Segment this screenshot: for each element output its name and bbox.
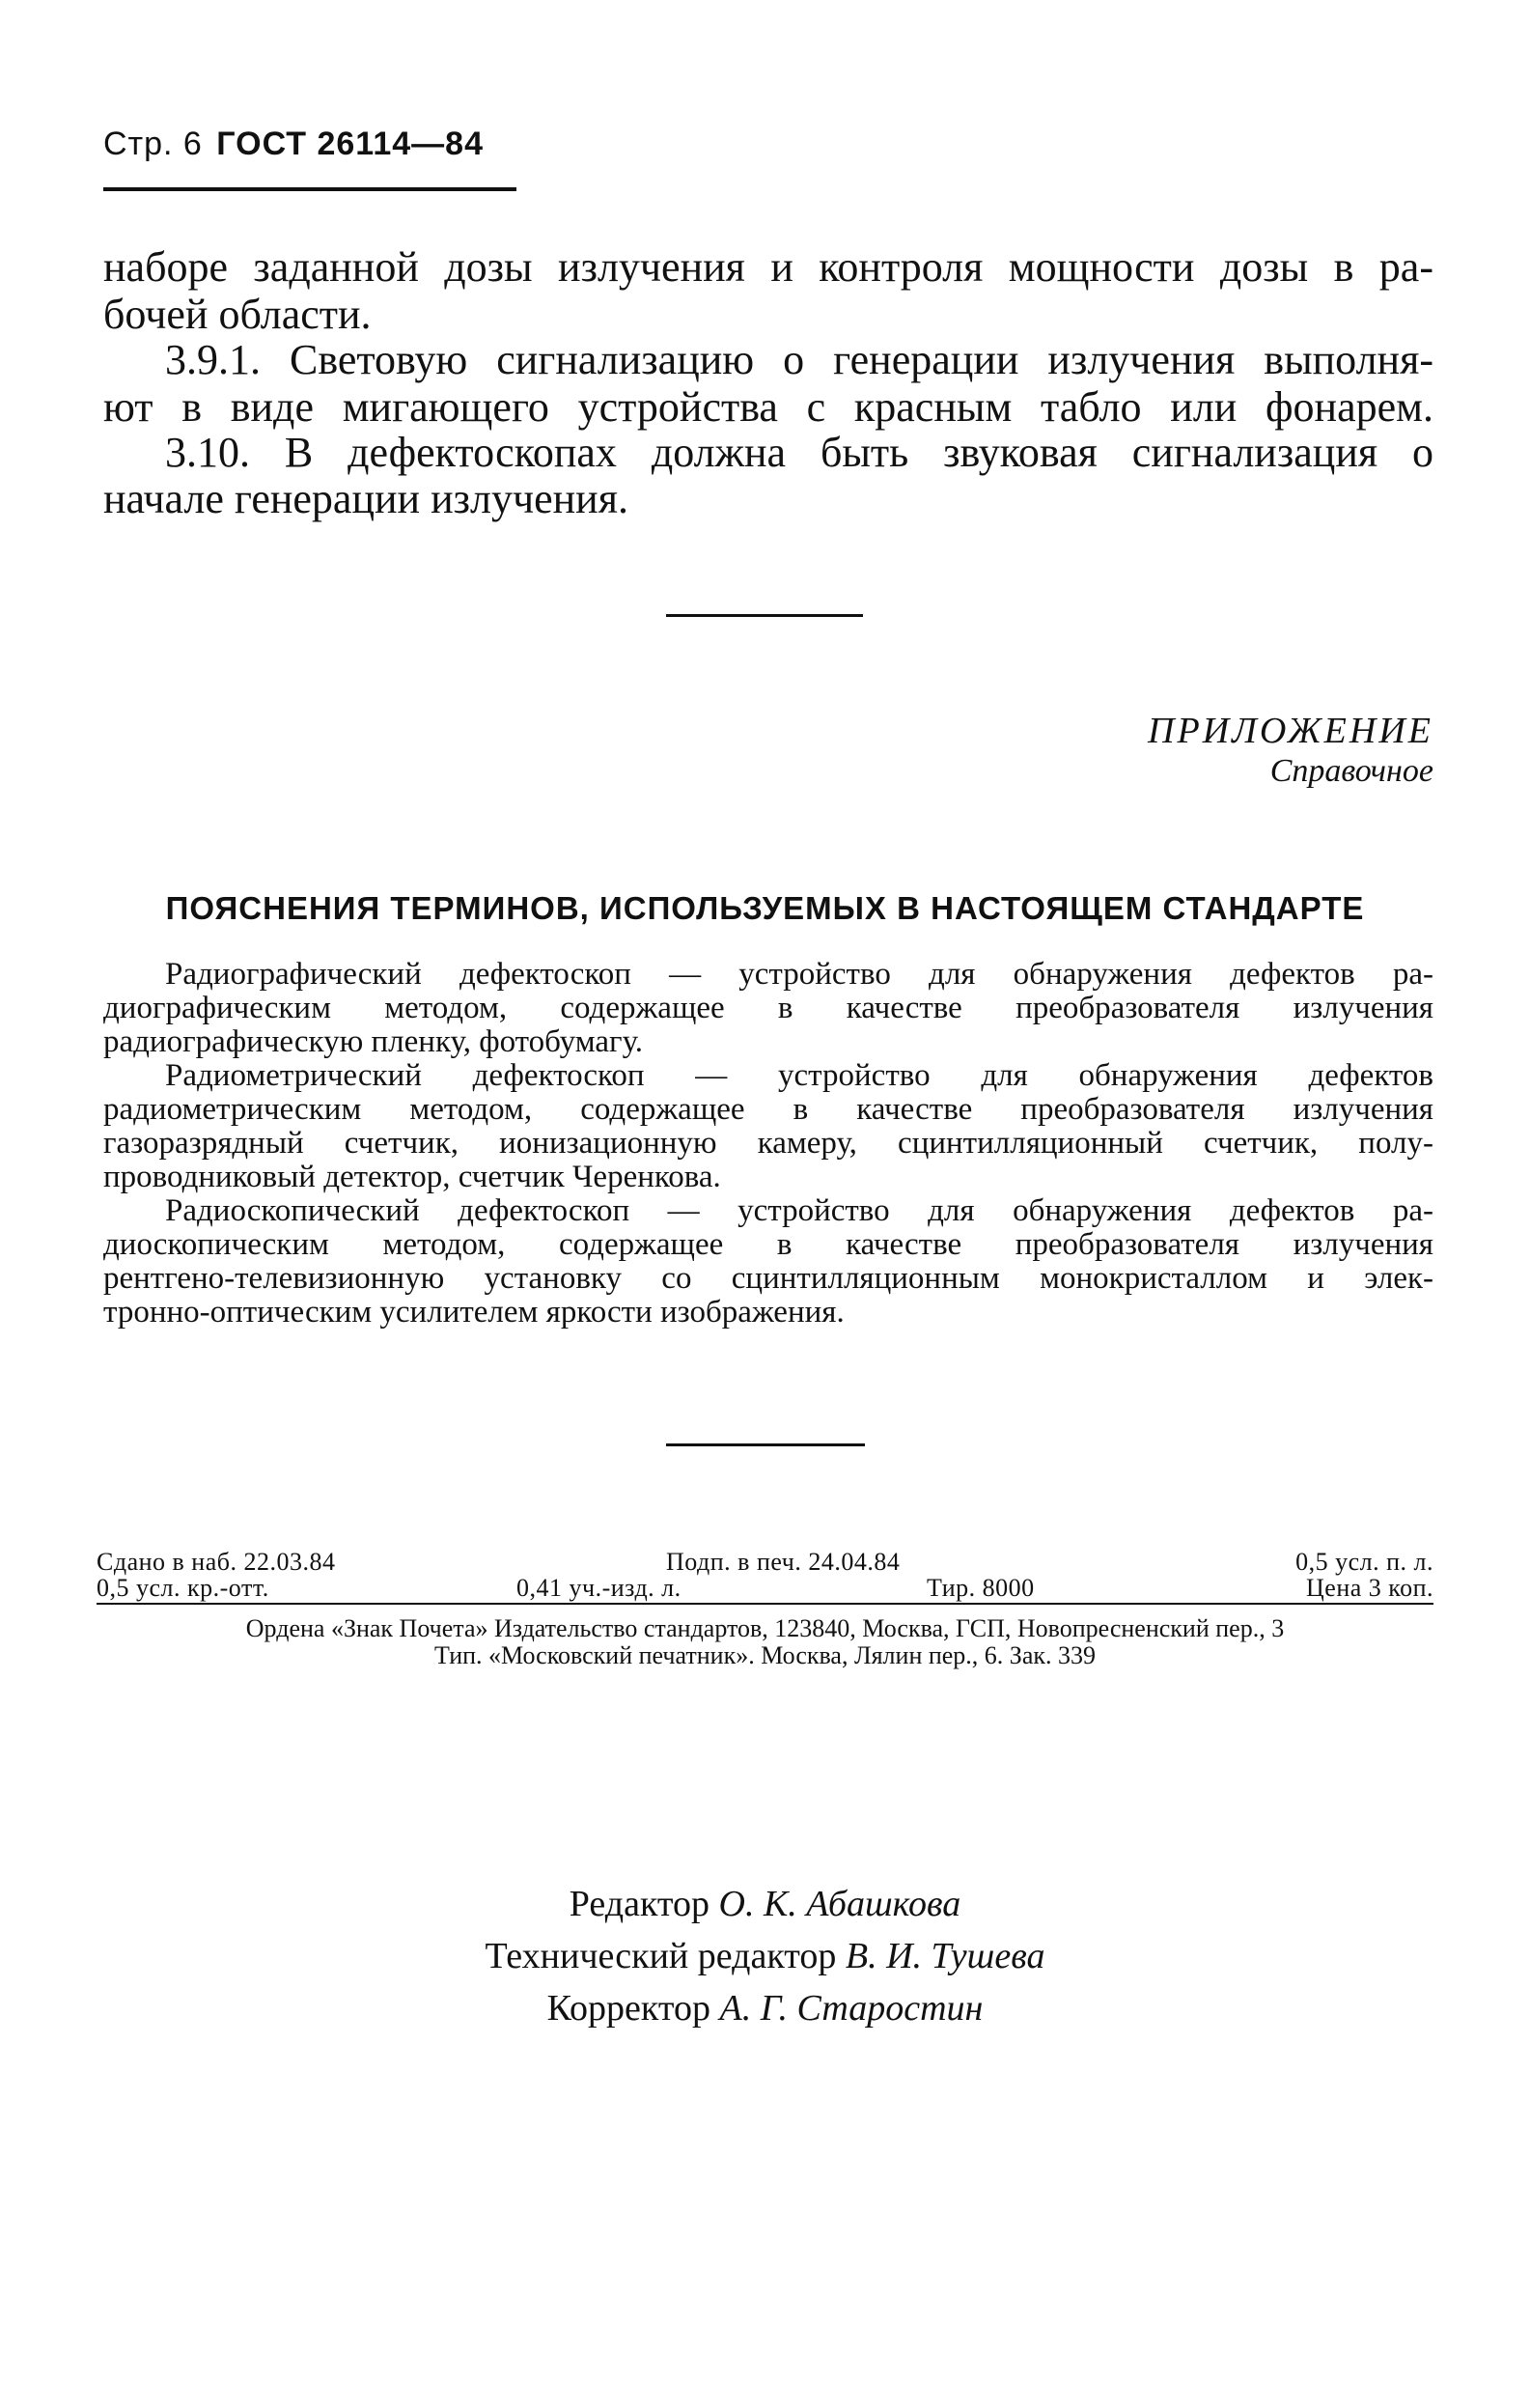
imprint-color-prints: 0,5 усл. кр.-отт.: [97, 1574, 269, 1602]
editor-name: О. К. Абашкова: [718, 1884, 961, 1924]
publisher-line: Ордена «Знак Почета» Издательство стандартов, 123840, Москва, ГСП, Новопресненский пер., 3: [245, 1614, 1285, 1642]
term-1-line-1: Радиографический дефектоскоп — устройство для обнаружения дефектов ра-: [165, 957, 1433, 992]
tech-editor-row: [0, 1930, 1530, 1982]
editor-role: Редактор: [569, 1884, 710, 1924]
term-3-line-4: тронно-оптическим усилителем яркости изображения.: [103, 1295, 845, 1330]
header-rule: [103, 187, 516, 191]
imprint-pub-sheets: 0,41 уч.-изд. л.: [516, 1574, 682, 1602]
section-title: ПОЯСНЕНИЯ ТЕРМИНОВ, ИСПОЛЬЗУЕМЫХ В НАСТОЯЩЕМ СТАНДАРТЕ: [165, 890, 1365, 926]
term-2-line-4: проводниковый детектор, счетчик Черенкова.: [103, 1160, 721, 1194]
term-2-line-1: Радиометрический дефектоскоп — устройство для обнаружения дефектов: [165, 1058, 1433, 1093]
editors-block: [0, 1878, 1530, 2034]
body-line-1: наборе заданной дозы излучения и контроля мощности дозы в ра-: [103, 243, 1433, 291]
printer-line: Тип. «Московский печатник». Москва, Лялин пер., 6. Зак. 339: [433, 1641, 1097, 1669]
term-1-line-3: радиографическую пленку, фотобумагу.: [103, 1024, 644, 1059]
tech-editor-role: Технический редактор: [485, 1936, 837, 1976]
appendix-subtitle: Справочное: [1269, 753, 1433, 789]
term-3-line-2: диоскопическим методом, содержащее в качестве преобразователя излучения: [103, 1227, 1433, 1262]
term-2-line-2: радиометрическим методом, содержащее в качестве преобразователя излучения: [103, 1092, 1433, 1127]
imprint-price: Цена 3 коп.: [1306, 1574, 1433, 1602]
separator-bottom: [666, 1443, 865, 1446]
imprint-rule: [97, 1603, 1433, 1605]
standard-number: ГОСТ 26114—84: [216, 126, 484, 162]
imprint-submitted: Сдано в наб. 22.03.84: [97, 1548, 336, 1576]
corrector-row: [0, 1982, 1530, 2034]
page-number: Стр. 6: [103, 126, 203, 162]
body-line-4: ют в виде мигающего устройства с красным табло или фонарем.: [103, 383, 1433, 431]
term-3-line-1: Радиоскопический дефектоскоп — устройство для обнаружения дефектов ра-: [165, 1193, 1433, 1228]
imprint-print-sheets: 0,5 усл. п. л.: [1295, 1548, 1433, 1576]
tech-editor-name: В. И. Тушева: [845, 1936, 1045, 1976]
appendix-title: ПРИЛОЖЕНИЕ: [1148, 711, 1433, 751]
terms-block: [103, 958, 1433, 1330]
corrector-role: Корректор: [546, 1988, 710, 2029]
separator-top: [666, 614, 863, 617]
running-header: [103, 126, 518, 163]
corrector-name: А. Г. Старостин: [719, 1988, 984, 2029]
term-1-line-2: диографическим методом, содержащее в качестве преобразователя излучения: [103, 991, 1433, 1025]
imprint-signed: Подп. в печ. 24.04.84: [666, 1548, 901, 1576]
term-3-line-3: рентгено-телевизионную установку со сцинтилляционным монокристаллом и элек-: [103, 1261, 1433, 1296]
body-line-2: бочей области.: [103, 291, 372, 338]
term-2-line-3: газоразрядный счетчик, ионизационную камеру, сцинтилляционный счетчик, полу-: [103, 1126, 1433, 1161]
body-line-6: начале генерации излучения.: [103, 475, 628, 522]
editor-row: [0, 1878, 1530, 1930]
body-line-5: 3.10. В дефектоскопах должна быть звуковая сигнализация о: [165, 429, 1433, 476]
body-line-3: 3.9.1. Световую сигнализацию о генерации излучения выполня-: [165, 336, 1433, 383]
imprint-circulation: Тир. 8000: [927, 1574, 1035, 1602]
